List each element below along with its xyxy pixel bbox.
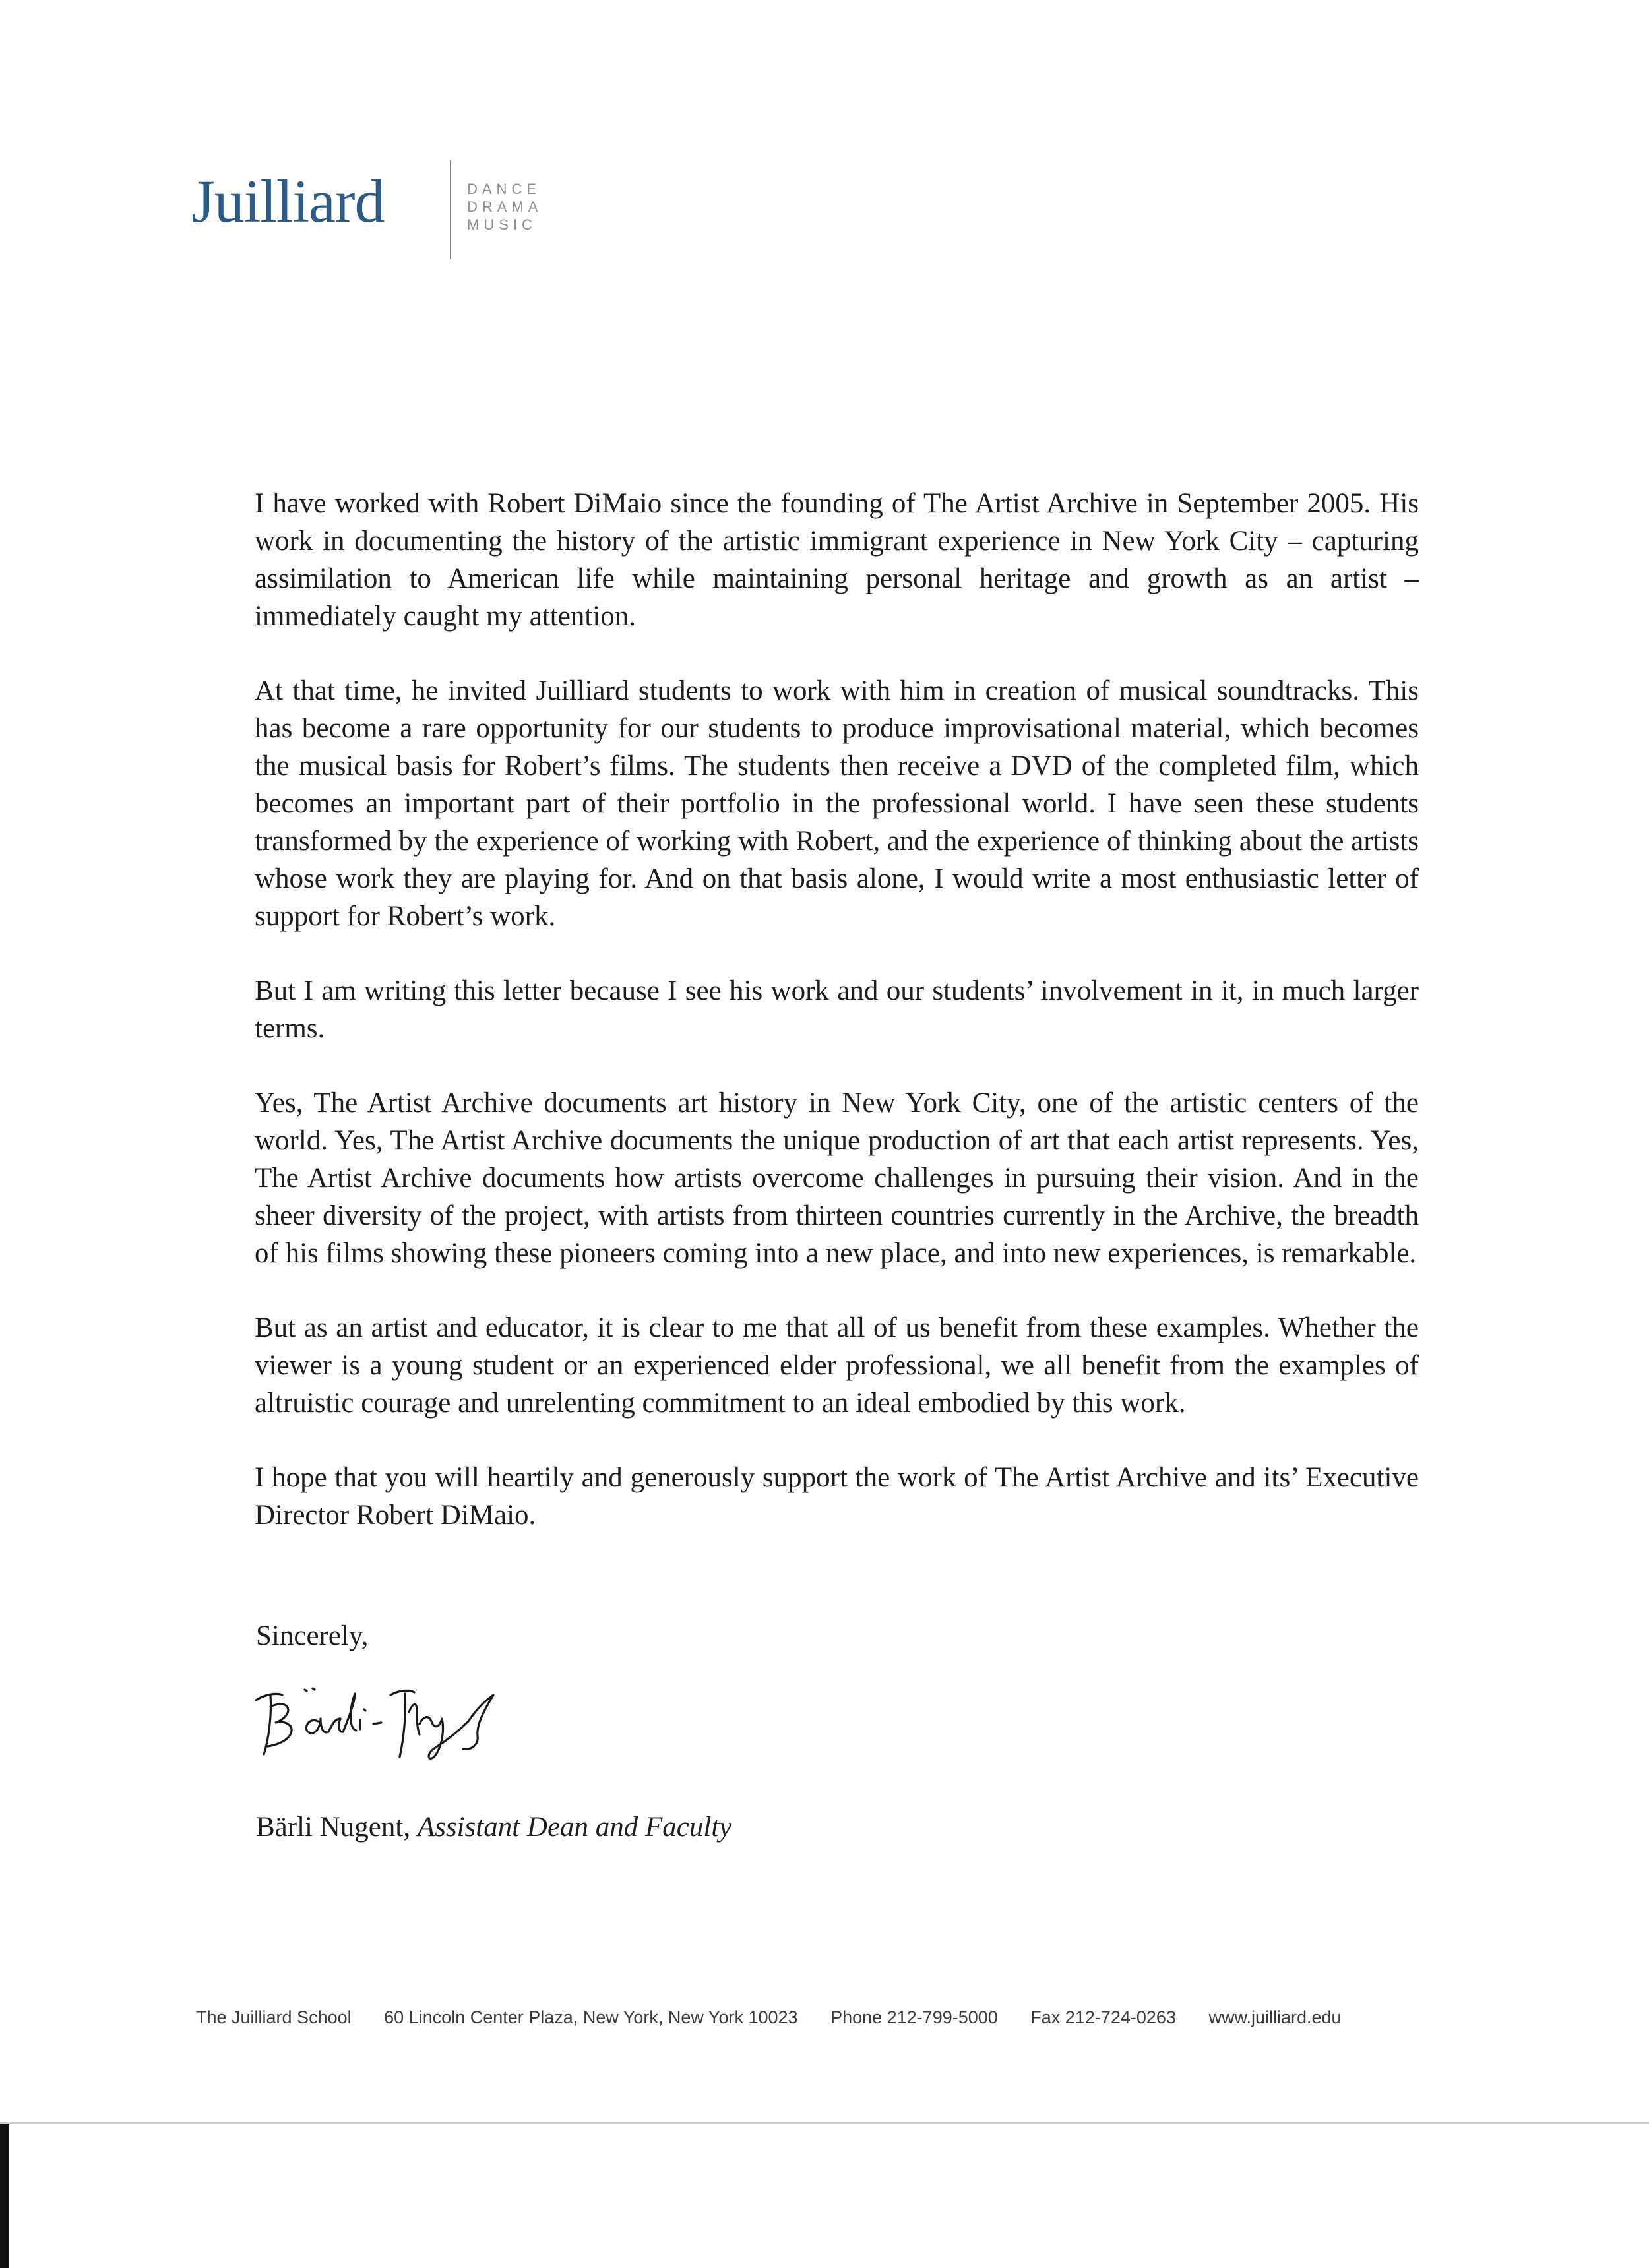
discipline-music: MUSIC xyxy=(467,216,537,233)
signer-line xyxy=(256,1808,731,1846)
juilliard-logo: Juilliard xyxy=(191,168,385,235)
footer-fax: Fax 212-724-0263 xyxy=(1030,2007,1176,2027)
signer-name: Bärli Nugent, xyxy=(256,1812,411,1843)
footer-address: 60 Lincoln Center Plaza, New York, New York 10023 xyxy=(384,2007,798,2027)
footer-website: www.juilliard.edu xyxy=(1208,2007,1342,2027)
scan-edge-shadow xyxy=(0,2124,9,2268)
paragraph-4: Yes, The Artist Archive documents art history in New York City, one of the artistic centers of the world. Yes, The Artist Archive documents the unique production of art that each artist represents. Yes, The Artist Archive documents how artists overcome challenges in pursuing their vision. And in the sheer diversity of the project, with artists from thirteen countries currently in the Archive, the breadth of his films showing these pioneers coming into a new place, and into new experiences, is remarkable. xyxy=(255,1088,1419,1269)
paragraph-2: At that time, he invited Juilliard students to work with him in creation of musical soundtracks. This has become a rare opportunity for our students to produce improvisational material, which becomes the musical basis for Robert’s films. The students then receive a DVD of the completed film, which becomes an important part of their portfolio in the professional world. I have seen these students transformed by the experience of working with Robert, and the experience of thinking about the artists whose work they are playing for. And on that basis alone, I would write a most enthusiastic letter of support for Robert’s work. xyxy=(255,675,1419,932)
scan-edge-line xyxy=(0,2122,1649,2124)
paragraph-5: But as an artist and educator, it is clear to me that all of us benefit from these examples. Whether the viewer is a young student or an experienced elder professional, we all benefit from the examples of altruistic courage and unrelenting commitment to an ideal embodied by this work. xyxy=(255,1312,1419,1419)
paragraph-3: But I am writing this letter because I see his work and our students’ involvement in it, in much larger terms. xyxy=(255,975,1419,1044)
signer-title: Assistant Dean and Faculty xyxy=(417,1812,732,1843)
letter-body xyxy=(255,485,1419,1571)
paragraph-6: I hope that you will heartily and generously support the work of The Artist Archive and its’ Executive Director Robert DiMaio. xyxy=(255,1462,1419,1531)
paragraph-1: I have worked with Robert DiMaio since the founding of The Artist Archive in September 2005. His work in documenting the history of the artistic immigrant experience in New York City – capturing assimilation to American life while maintaining personal heritage and growth as an artist – immediately caught my attention. xyxy=(255,488,1419,632)
letterhead-footer xyxy=(196,2007,1342,2028)
discipline-dance: DANCE xyxy=(467,181,542,197)
footer-phone: Phone 212-799-5000 xyxy=(830,2007,998,2027)
discipline-drama: DRAMA xyxy=(467,199,543,215)
valediction: Sincerely, xyxy=(256,1620,369,1651)
logo-divider xyxy=(450,160,451,259)
disciplines-list xyxy=(467,180,542,233)
footer-school: The Juilliard School xyxy=(196,2007,352,2027)
handwritten-signature xyxy=(244,1675,521,1767)
